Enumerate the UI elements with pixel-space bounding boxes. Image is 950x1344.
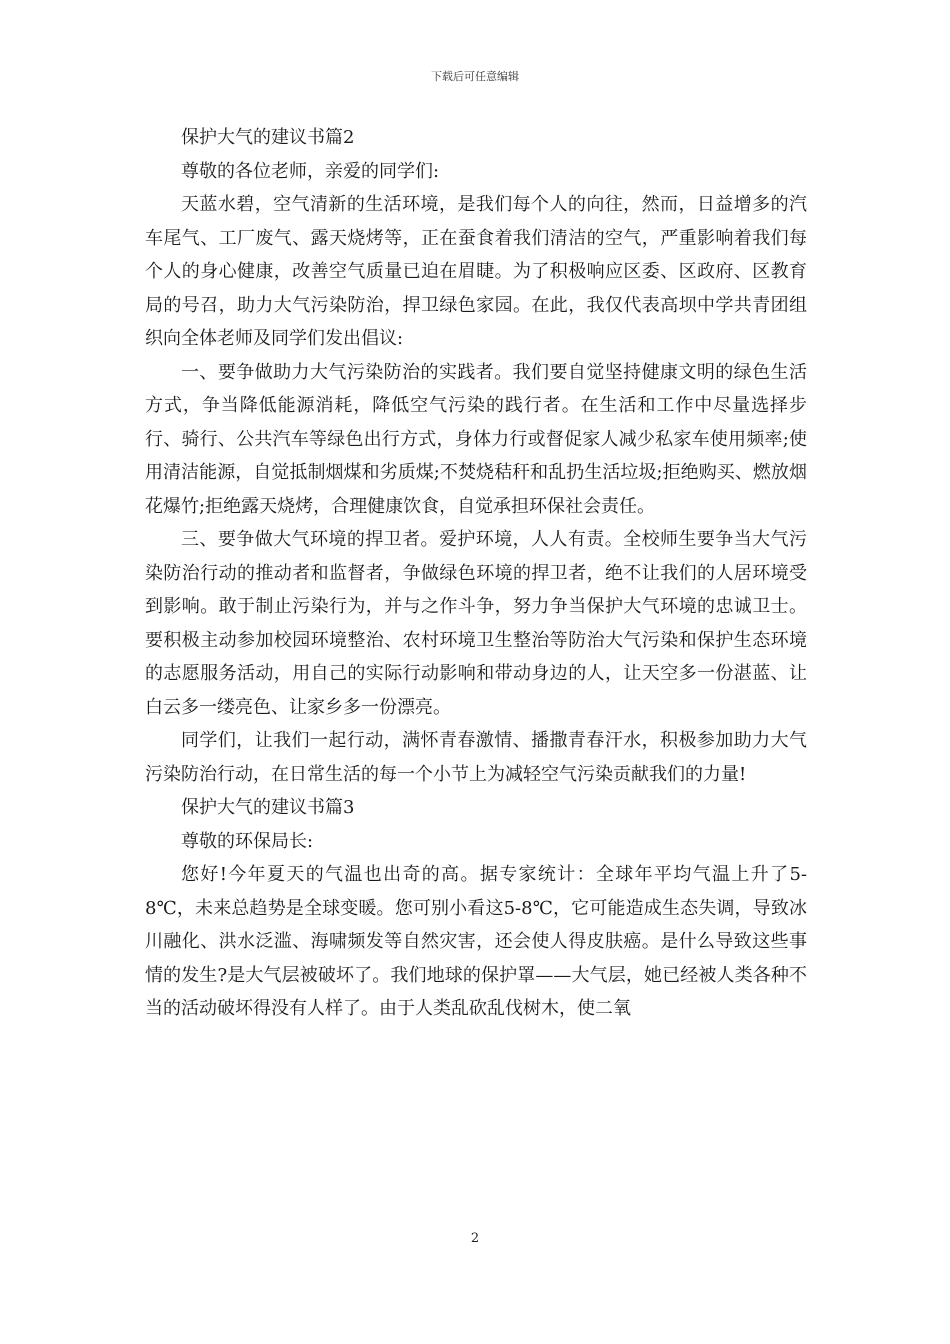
section-title-2: 保护大气的建议书篇2 [181,127,355,148]
page-number: 2 [470,1231,480,1246]
body-paragraph: 同学们，让我们一起行动，满怀青春激情、播撒青春汗水，积极参加助力大气污染防治行动，在日常生活的每一个小节上为减轻空气污染贡献我们的力量! [145,730,807,785]
body-paragraph: 您好!今年夏天的气温也出奇的高。据专家统计：全球年平均气温上升了5-8℃，未来总趋势是全球变暖。您可别小看这5-8℃，它可能造成生态失调，导致冰川融化、洪水泛滥、海啸频发等自然灾害，还会使人得皮肤癌。是什么导致这些事情的发生?是大气层被破坏了。我们地球的保护罩——大气层，她已经被人类各种不当的活动破坏得没有人样了。由于人类乱砍乱伐树木，使二氧 [145,864,807,1019]
document-body [145,121,807,1026]
body-paragraph: 天蓝水碧，空气清新的生活环境，是我们每个人的向往，然而，日益增多的汽车尾气、工厂废气、露天烧烤等，正在蚕食着我们清洁的空气，严重影响着我们每个人的身心健康，改善空气质量已迫在眉睫。为了积极响应区委、区政府、区教育局的号召，助力大气污染防治，捍卫绿色家园。在此，我仅代表高坝中学共青团组织向全体老师及同学们发出倡议: [145,194,807,349]
body-paragraph: 一、要争做助力大气污染防治的实践者。我们要自觉坚持健康文明的绿色生活方式，争当降低能源消耗，降低空气污染的践行者。在生活和工作中尽量选择步行、骑行、公共汽车等绿色出行方式，身体力行或督促家人减少私家车使用频率;使用清洁能源，自觉抵制烟煤和劣质煤;不焚烧秸秆和乱扔生活垃圾;拒绝购买、燃放烟花爆竹;拒绝露天烧烤，合理健康饮食，自觉承担环保社会责任。 [145,361,807,517]
body-paragraph: 三、要争做大气环境的捍卫者。爱护环境，人人有责。全校师生要争当大气污染防治行动的推动者和监督者，争做绿色环境的捍卫者，绝不让我们的人居环境受到影响。敢于制止污染行为，并与之作斗争，努力争当保护大气环境的忠诚卫士。要积极主动参加校园环境整治、农村环境卫生整治等防治大气污染和保护生态环境的志愿服务活动，用自己的实际行动影响和带动身边的人，让天空多一份湛蓝、让白云多一缕亮色、让家乡多一份漂亮。 [145,529,807,718]
header-note: 下载后可任意编辑 [431,70,519,83]
salutation-teachers-students: 尊敬的各位老师，亲爱的同学们: [181,160,440,182]
salutation-bureau-chief: 尊敬的环保局长: [181,830,314,852]
section-title-3: 保护大气的建议书篇3 [181,797,355,818]
